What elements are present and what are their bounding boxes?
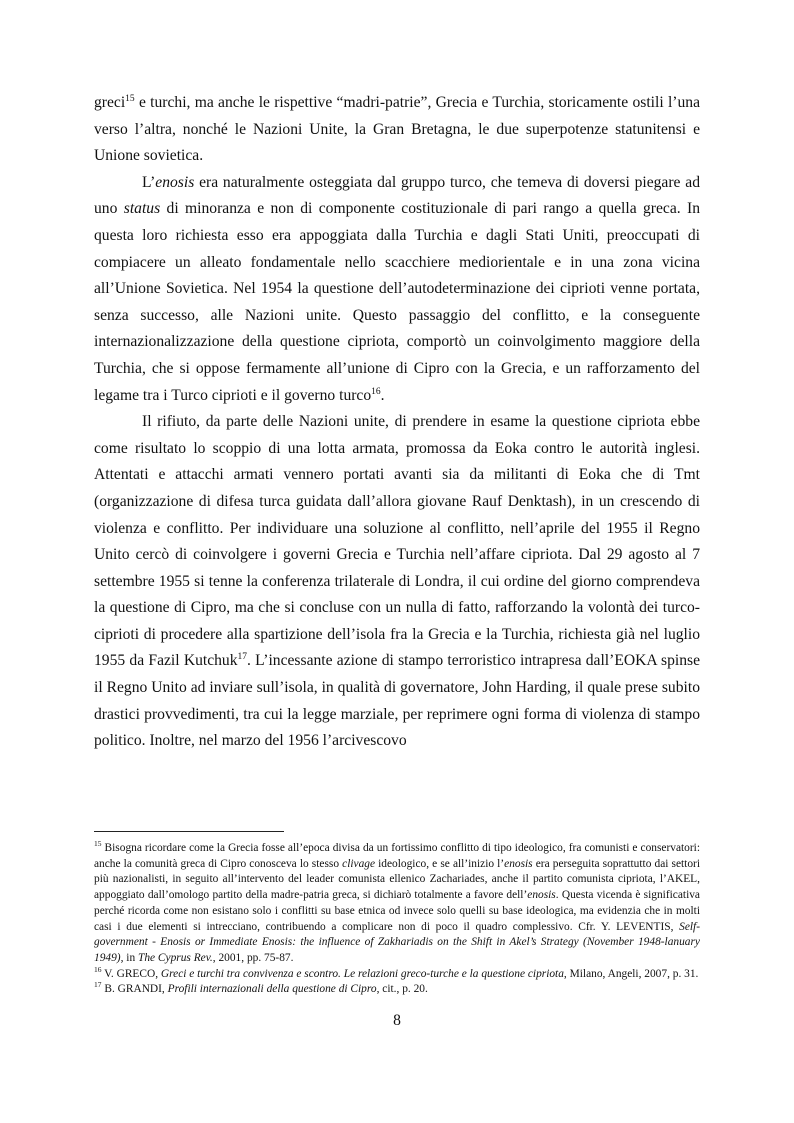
footnote-ref-16[interactable]: 16	[371, 386, 381, 397]
body-text	[94, 90, 700, 755]
page-number: 8	[393, 1012, 401, 1029]
footnote-ref-15[interactable]: 15	[125, 93, 135, 104]
footnote-separator	[94, 831, 284, 832]
paragraph-2: L’enosis era naturalmente osteggiata dal gruppo turco, che temeva di doversi piegare ad uno status di minoranza e non di componente costituzionale di pari rango a quella greca. In questa loro richiesta esso era appoggiata dalla Turchia e dagli Stati Uniti, preoccupati di compiacere un alleato fondamentale nello scacchiere mediorientale e in una zona vicina all’Unione Sovietica. Nel 1954 la questione dell’autodeterminazione dei ciprioti venne portata, senza successo, alle Nazioni unite. Questo passaggio del conflitto, e la conseguente internazionalizzazione della questione cipriota, comportò un coinvolgimento maggiore della Turchia, che si oppose fermamente all’unione di Cipro con la Grecia, e un rafforzamento del legame tra i Turco ciprioti e il governo turco$^{16}$.	[94, 173, 701, 404]
paragraph-1: greci$^{15}$ e turchi, ma anche le rispettive “madri-patrie”, Grecia e Turchia, storicamente ostili l’una verso l’altra, nonché le Nazioni Unite, la Gran Bretagna, le due superpotenze statunitensi e Unione sovietica.	[94, 93, 700, 165]
footnote-15: $^{15}$ Bisogna ricordare come la Grecia fosse all’epoca divisa da un fortissimo conflitto di tipo ideologico, fra comunisti e conservatori: anche la comunità greca di Cipro conosceva lo stesso clivage ideologico, e se all’inizio l’enosis era perseguita soprattutto dai settori più nazionalisti, in seguito all’intervento del leader comunista ellenico Zachariades, anche il partito comunista cipriota, l’AKEL, appoggiato dall’omologo partito della madre-patria greca, si dichiarò totalmente a favore dell’enosis. Questa vicenda è significativa perché ricorda come non esistano solo i conflitti su base etnica od invece solo quelli su base ideologica, ma evidenzia che in molti casi i due elementi si intrecciano, contribuendo a complicare non di poco il quadro complessivo. Cfr. Y. LEVENTIS, Self-government - Enosis or Immediate Enosis: the influence of Zakhariadis on the Shift in Akel’s Strategy (November 1948-lanuary 1949), in The Cyprus Rev., 2001, pp. 75-87.	[94, 839, 700, 964]
footnotes	[94, 841, 700, 998]
footnote-17: $^{17}$ B. GRANDI, Profili internazionali della questione di Cipro, cit., p. 20.	[94, 980, 428, 996]
paragraph-3: Il rifiuto, da parte delle Nazioni unite, di prendere in esame la questione cipriota ebbe come risultato lo scoppio di una lotta armata, promossa da Eoka contro le autorità inglesi. Attentati e attacchi armati vennero portati avanti sia da militanti di Eoka che di Tmt (organizzazione di difesa turca guidata dall’allora giovane Rauf Denktash), in un crescendo di violenza e conflitto. Per individuare una soluzione al conflitto, nell’aprile del 1955 il Regno Unito cercò di coinvolgere i governi Grecia e Turchia nell’affare cipriota. Dal 29 agosto al 7 settembre 1955 si tenne la conferenza trilaterale di Londra, il cui ordine del giorno comprendeva la questione di Cipro, ma che si concluse con un nulla di fatto, rafforzando la volontà dei turco-ciprioti di procedere alla spartizione dell’isola fra la Grecia e la Turchia, richiesta già nel luglio 1955 da Fazil Kutchuk$^{17}$. L’incessante azione di stampo terroristico intrapresa dall’EOKA spinse il Regno Unito ad inviare sull’isola, in qualità di governatore, John Harding, il quale prese subito drastici provvedimenti, tra cui la legge marziale, per reprimere ogni forma di violenza di stampo politico. Inoltre, nel marzo del 1956 l’arcivescovo	[94, 413, 701, 750]
footnote-ref-17[interactable]: 17	[237, 652, 248, 663]
footnote-16: $^{16}$ V. GRECO, Greci e turchi tra convivenza e scontro. Le relazioni greco-turche e la questione cipriota, Milano, Angeli, 2007, p. 31.	[94, 964, 699, 980]
